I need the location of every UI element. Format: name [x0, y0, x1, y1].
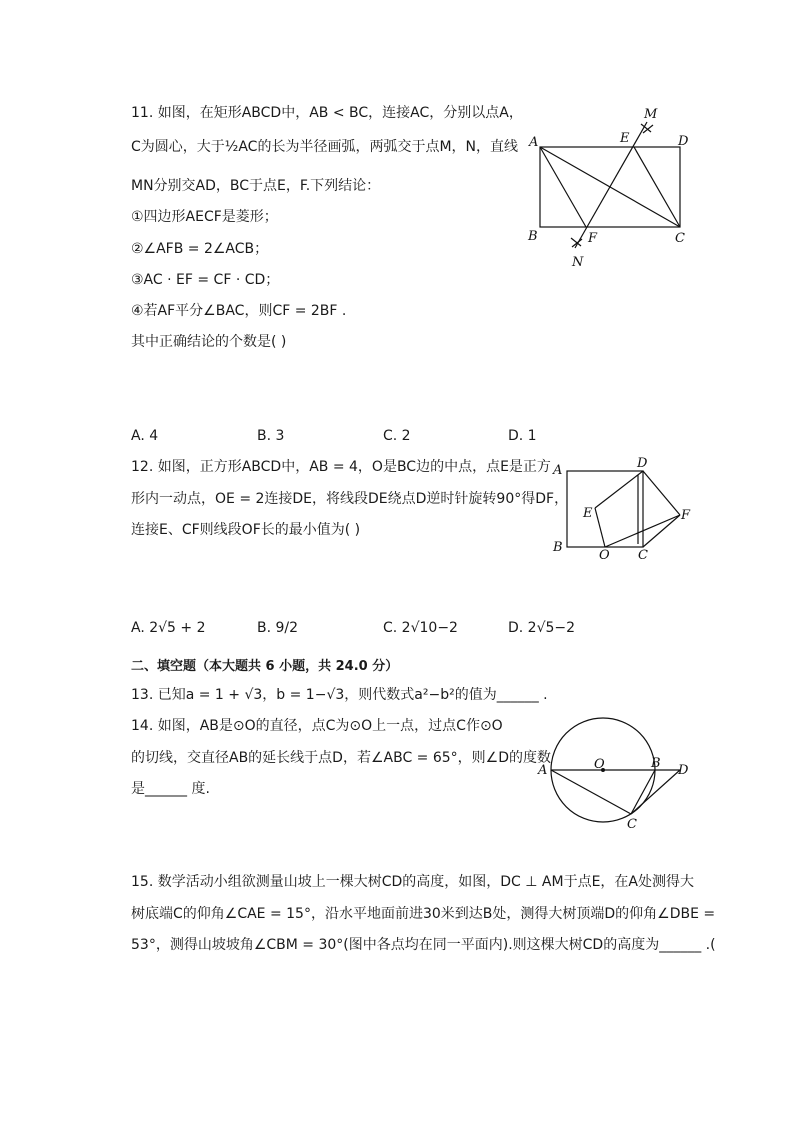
- q12-label-f: F: [681, 508, 691, 523]
- q11-line-6: ③AC · EF = CF · CD；: [131, 272, 280, 288]
- q12-option-d[interactable]: D. 2√5−2: [508, 620, 576, 636]
- q11-label-m: M: [644, 107, 658, 122]
- q12-segment-df: [643, 471, 680, 515]
- q14-line-2: 的切线，交直径AB的延长线于点D，若∠ABC = 65°，则∠D的度数: [131, 750, 551, 766]
- q11-label-e: E: [620, 131, 630, 146]
- q11-label-a: A: [529, 135, 539, 150]
- q14-label-c: C: [627, 817, 637, 832]
- q15-line-3: 53°，测得山坡坡角∠CBM = 30°(图中各点均在同一平面内).则这棵大树CD的高度为______ .(: [131, 937, 716, 953]
- q14-segment-bc: [631, 770, 655, 814]
- q12-segment-oe: [595, 508, 605, 547]
- q11-option-b[interactable]: B. 3: [257, 428, 285, 444]
- q12-line-1: 12. 如图，正方形ABCD中，AB = 4，O是BC边的中点，点E是正方: [131, 459, 551, 475]
- section-2-heading: 二、填空题（本大题共 6 小题，共 24.0 分）: [131, 659, 399, 674]
- q12-label-c: C: [638, 548, 648, 563]
- q11-line-5: ②∠AFB = 2∠ACB；: [131, 241, 269, 257]
- q11-label-d: D: [678, 134, 689, 149]
- q12-label-o: O: [599, 548, 610, 563]
- q14-segment-ac: [551, 770, 631, 814]
- q11-line-7: ④若AF平分∠BAC，则CF = 2BF .: [131, 303, 347, 319]
- q11-line-1: 11. 如图，在矩形ABCD中，AB < BC，连接AC，分别以点A，: [131, 105, 523, 121]
- q12-label-e: E: [583, 506, 593, 521]
- q14-label-d: D: [678, 763, 689, 778]
- q13-text: 13. 已知a = 1 + √3，b = 1−√3，则代数式a²−b²的值为______ .: [131, 687, 548, 703]
- q11-label-n: N: [572, 255, 584, 270]
- q11-segment-ec: [634, 147, 680, 227]
- q11-line-4: ①四边形AECF是菱形；: [131, 209, 278, 225]
- q12-line-3: 连接E、CF则线段OF长的最小值为( ): [131, 522, 361, 538]
- q15-line-1: 15. 数学活动小组欲测量山坡上一棵大树CD的高度，如图，DC ⊥ AM于点E，在A处测得大: [131, 874, 694, 890]
- q12-label-d: D: [637, 456, 648, 471]
- q14-label-o: O: [594, 757, 605, 772]
- q12-option-a[interactable]: A. 2√5 + 2: [131, 620, 206, 636]
- q11-option-d[interactable]: D. 1: [508, 428, 537, 444]
- q14-label-a: A: [538, 763, 548, 778]
- q11-rectangle-figure: [520, 100, 700, 275]
- q14-label-b: B: [651, 756, 661, 771]
- q12-segment-de: [595, 471, 643, 508]
- q11-label-f: F: [588, 231, 598, 246]
- q12-line-2: 形内一动点，OE = 2连接DE，将线段DE绕点D逆时针旋转90°得DF，: [131, 491, 569, 507]
- q11-line-8: 其中正确结论的个数是( ): [131, 334, 287, 350]
- q14-circle-figure: [535, 715, 695, 830]
- q14-line-3: 是______ 度.: [131, 781, 210, 797]
- q11-line-2: C为圆心，大于½AC的长为半径画弧，两弧交于点M，N，直线: [131, 139, 519, 155]
- q12-segment-cf: [643, 515, 680, 547]
- q11-label-b: B: [528, 229, 538, 244]
- q12-option-b[interactable]: B. 9/2: [257, 620, 299, 636]
- q14-line-1: 14. 如图，AB是⊙O的直径，点C为⊙O上一点，过点C作⊙O: [131, 718, 503, 734]
- q12-label-a: A: [553, 463, 563, 478]
- q11-option-c[interactable]: C. 2: [383, 428, 411, 444]
- q12-option-c[interactable]: C. 2√10−2: [383, 620, 458, 636]
- q15-line-2: 树底端C的仰角∠CAE = 15°，沿水平地面前进30米到达B处，测得大树顶端D的仰角∠DBE =: [131, 906, 716, 922]
- q14-segment-dc: [631, 770, 680, 814]
- q12-square-figure: [550, 455, 695, 565]
- q12-label-b: B: [553, 540, 563, 555]
- q11-label-c: C: [675, 231, 685, 246]
- q11-line-mn: [575, 122, 647, 248]
- q11-option-a[interactable]: A. 4: [131, 428, 159, 444]
- q11-line-3: MN分别交AD，BC于点E，F.下列结论：: [131, 178, 381, 194]
- q11-segment-af: [540, 147, 586, 227]
